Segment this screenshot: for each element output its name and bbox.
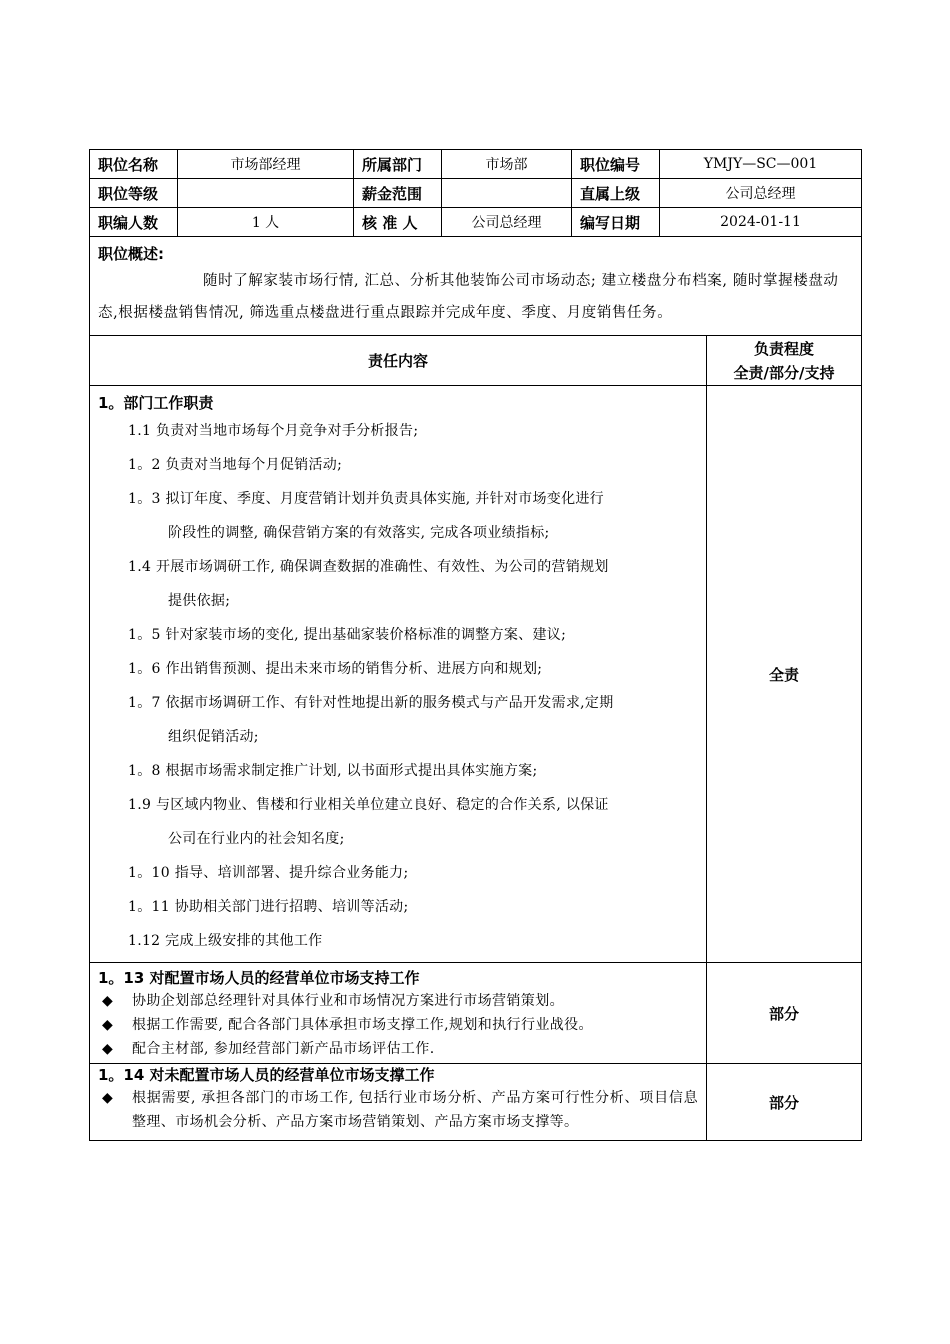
bullet-item <box>98 1086 698 1134</box>
label-approver: 核 准 人 <box>354 208 442 237</box>
value-department: 市场部 <box>442 150 572 179</box>
item-text: 依据市场调研工作、有针对性地提出新的服务模式与产品开发需求,定期 <box>165 695 614 711</box>
item-text-continued: 公司在行业内的社会知名度; <box>168 831 345 847</box>
info-row-3 <box>90 208 862 237</box>
responsibility-item <box>98 788 698 856</box>
section-content-1 <box>90 386 707 963</box>
overview-text: 随时了解家装市场行情, 汇总、分析其他装饰公司市场动态; 建立楼盘分布档案, 随时掌握楼盘动态,根据楼盘销售情况, 筛选重点楼盘进行重点跟踪并完成年度、季度、月度销售任务。 <box>98 273 839 321</box>
info-row-2 <box>90 179 862 208</box>
item-number: 1。3 <box>128 491 161 507</box>
item-number: 1.1 <box>128 423 152 439</box>
overview-title: 职位概述: <box>98 245 164 263</box>
item-number: 1。2 <box>128 457 161 473</box>
job-info-table <box>89 149 862 336</box>
diamond-bullet-icon: ◆ <box>102 993 113 1009</box>
item-text: 根据市场需求制定推广计划, 以书面形式提出具体实施方案; <box>165 763 538 779</box>
section-content-2 <box>90 963 707 1064</box>
responsibility-item <box>98 550 698 618</box>
responsibility-degree-header <box>707 336 862 386</box>
item-number: 1。7 <box>128 695 161 711</box>
value-written-date: 2024-01-11 <box>660 208 862 237</box>
item-text: 协助相关部门进行招聘、培训等活动; <box>174 899 409 915</box>
label-direct-superior: 直属上级 <box>572 179 660 208</box>
bullet-text: 配合主材部, 参加经营部门新产品市场评估工作. <box>132 1041 435 1057</box>
value-approver: 公司总经理 <box>442 208 572 237</box>
responsibility-item <box>98 652 698 686</box>
item-text: 开展市场调研工作, 确保调查数据的准确性、有效性、为公司的营销规划 <box>155 559 609 575</box>
item-text: 完成上级安排的其他工作 <box>165 933 323 949</box>
responsibility-item <box>98 924 698 958</box>
job-description-sheet <box>89 149 861 1141</box>
label-position-code: 职位编号 <box>572 150 660 179</box>
diamond-bullet-icon: ◆ <box>102 1041 113 1057</box>
overview-row <box>90 237 862 336</box>
label-written-date: 编写日期 <box>572 208 660 237</box>
responsibility-item <box>98 686 698 754</box>
responsibility-item <box>98 618 698 652</box>
item-number: 1。10 <box>128 865 170 881</box>
item-number: 1。11 <box>128 899 170 915</box>
section-content-3 <box>90 1064 707 1141</box>
item-text: 针对家装市场的变化, 提出基础家装价格标准的调整方案、建议; <box>165 627 567 643</box>
section-item-list <box>98 414 698 958</box>
label-salary-range: 薪金范围 <box>354 179 442 208</box>
responsibility-table <box>89 335 862 1141</box>
value-position-grade <box>178 179 354 208</box>
bullet-text: 根据需要, 承担各部门的市场工作, 包括行业市场分析、产品方案可行性分析、项目信息整理、市场机会分析、产品方案市场营销策划、产品方案市场支撑等。 <box>132 1090 698 1130</box>
item-text: 负责对当地每个月促销活动; <box>165 457 343 473</box>
section-row-3 <box>90 1064 862 1141</box>
section-title: 1。部门工作职责 <box>98 394 214 412</box>
bullet-text: 根据工作需要, 配合各部门具体承担市场支撑工作,规划和执行行业战役。 <box>132 1017 593 1033</box>
responsibility-item <box>98 754 698 788</box>
item-number: 1。6 <box>128 661 161 677</box>
overview-cell <box>90 237 862 336</box>
item-text: 负责对当地市场每个月竞争对手分析报告; <box>155 423 419 439</box>
item-number: 1。5 <box>128 627 161 643</box>
responsibility-item <box>98 890 698 924</box>
item-text-continued: 组织促销活动; <box>168 729 259 745</box>
label-position-grade: 职位等级 <box>90 179 178 208</box>
value-position-code: YMJY—SC—001 <box>660 150 862 179</box>
label-headcount: 职编人数 <box>90 208 178 237</box>
item-text-continued: 提供依据; <box>168 593 231 609</box>
section-title: 1。13 对配置市场人员的经营单位市场支持工作 <box>98 969 420 987</box>
section-degree-1: 全责 <box>707 386 862 963</box>
section-title: 1。14 对未配置市场人员的经营单位市场支撑工作 <box>98 1066 435 1084</box>
value-headcount: 1 人 <box>178 208 354 237</box>
item-text-continued: 阶段性的调整, 确保营销方案的有效落实, 完成各项业绩指标; <box>168 525 550 541</box>
value-direct-superior: 公司总经理 <box>660 179 862 208</box>
item-number: 1.12 <box>128 933 161 949</box>
info-row-1 <box>90 150 862 179</box>
responsibility-content-header: 责任内容 <box>90 336 707 386</box>
value-salary-range <box>442 179 572 208</box>
bullet-item <box>98 1013 698 1037</box>
item-number: 1.4 <box>128 559 152 575</box>
responsibility-item <box>98 414 698 448</box>
label-position-name: 职位名称 <box>90 150 178 179</box>
section-row-1 <box>90 386 862 963</box>
responsibility-item <box>98 482 698 550</box>
bullet-text: 协助企划部总经理针对具体行业和市场情况方案进行市场营销策划。 <box>132 993 564 1009</box>
section-row-2 <box>90 963 862 1064</box>
bullet-item <box>98 989 698 1013</box>
responsibility-item <box>98 856 698 890</box>
item-text: 指导、培训部署、提升综合业务能力; <box>174 865 409 881</box>
item-text: 作出销售预测、提出未来市场的销售分析、进展方向和规划; <box>165 661 543 677</box>
item-text: 与区域内物业、售楼和行业相关单位建立良好、稳定的合作关系, 以保证 <box>155 797 609 813</box>
bullet-item <box>98 1037 698 1061</box>
diamond-bullet-icon: ◆ <box>102 1017 113 1033</box>
degree-header-line1: 负责程度 <box>753 339 814 358</box>
section-bullet-list <box>98 989 698 1061</box>
value-position-name: 市场部经理 <box>178 150 354 179</box>
diamond-bullet-icon: ◆ <box>102 1090 113 1106</box>
item-number: 1.9 <box>128 797 152 813</box>
section-degree-2: 部分 <box>707 963 862 1064</box>
responsibility-header-row <box>90 336 862 386</box>
section-degree-3: 部分 <box>707 1064 862 1141</box>
label-department: 所属部门 <box>354 150 442 179</box>
responsibility-item <box>98 448 698 482</box>
item-number: 1。8 <box>128 763 161 779</box>
item-text: 拟订年度、季度、月度营销计划并负责具体实施, 并针对市场变化进行 <box>165 491 604 507</box>
degree-header-line2: 全责/部分/支持 <box>733 363 835 382</box>
section-bullet-list <box>98 1086 698 1134</box>
